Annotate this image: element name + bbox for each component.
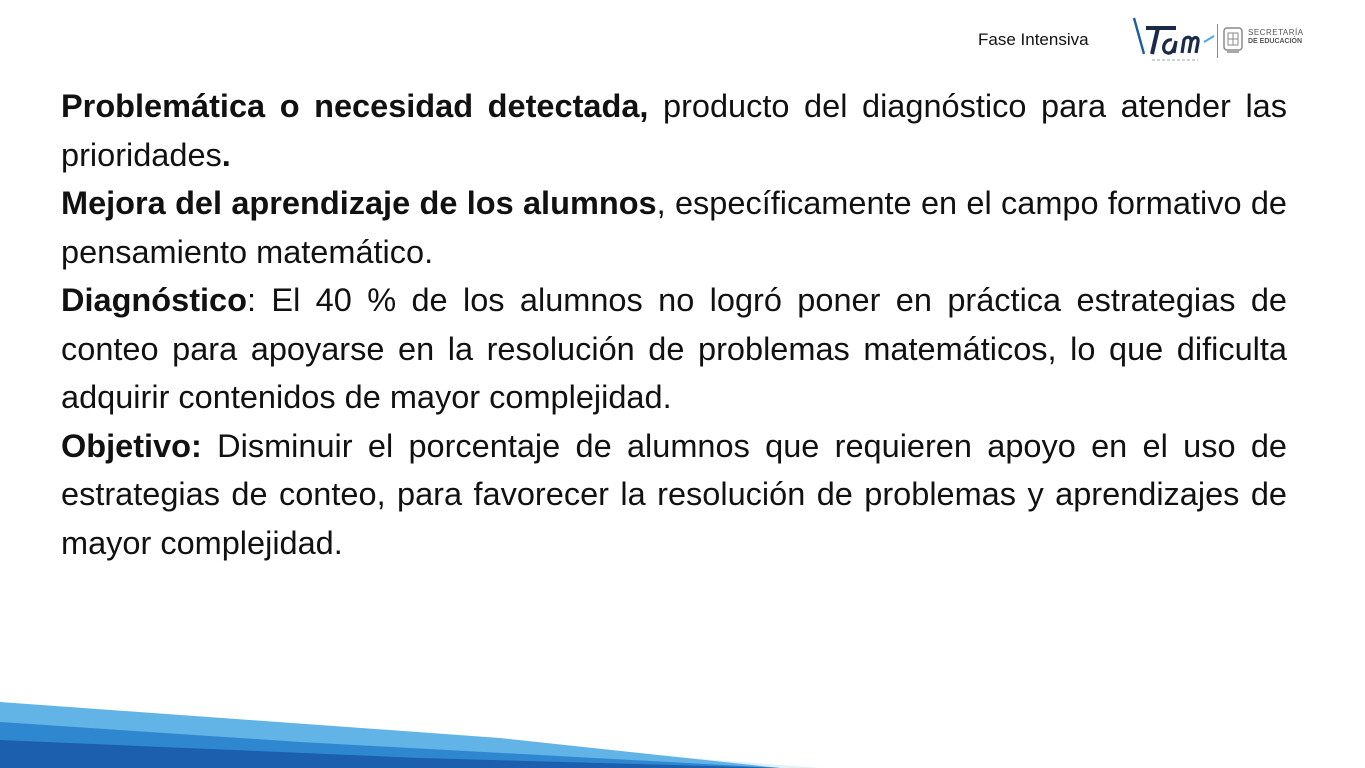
tam-logo: [1128, 14, 1220, 66]
secretaria-logo-text: SECRETARÍA DE EDUCACIÓN: [1248, 28, 1304, 45]
section-label: Fase Intensiva: [978, 30, 1089, 49]
logo-divider: [1217, 24, 1218, 58]
content-body: [61, 82, 1287, 567]
objective-paragraph: Objetivo: Disminuir el porcentaje de alumnos que requieren apoyo en el uso de estrategias de conteo, para favorecer la resolución de problemas y aprendizajes de mayor complejidad.: [61, 427, 1287, 561]
diagnosis-paragraph: Diagnóstico: El 40 % de los alumnos no logró poner en práctica estrategias de conteo para apoyarse en la resolución de problemas matemáticos, lo que dificulta adquirir contenidos de mayor complejidad.: [61, 282, 1287, 415]
decorative-bottom-band: [0, 680, 820, 768]
problem-paragraph: Problemática o necesidad detectada, producto del diagnóstico para atender las prioridades.: [61, 88, 1287, 173]
state-seal-icon: [1221, 24, 1245, 58]
improvement-paragraph: Mejora del aprendizaje de los alumnos, específicamente en el campo formativo de pensamiento matemático.: [61, 185, 1287, 270]
